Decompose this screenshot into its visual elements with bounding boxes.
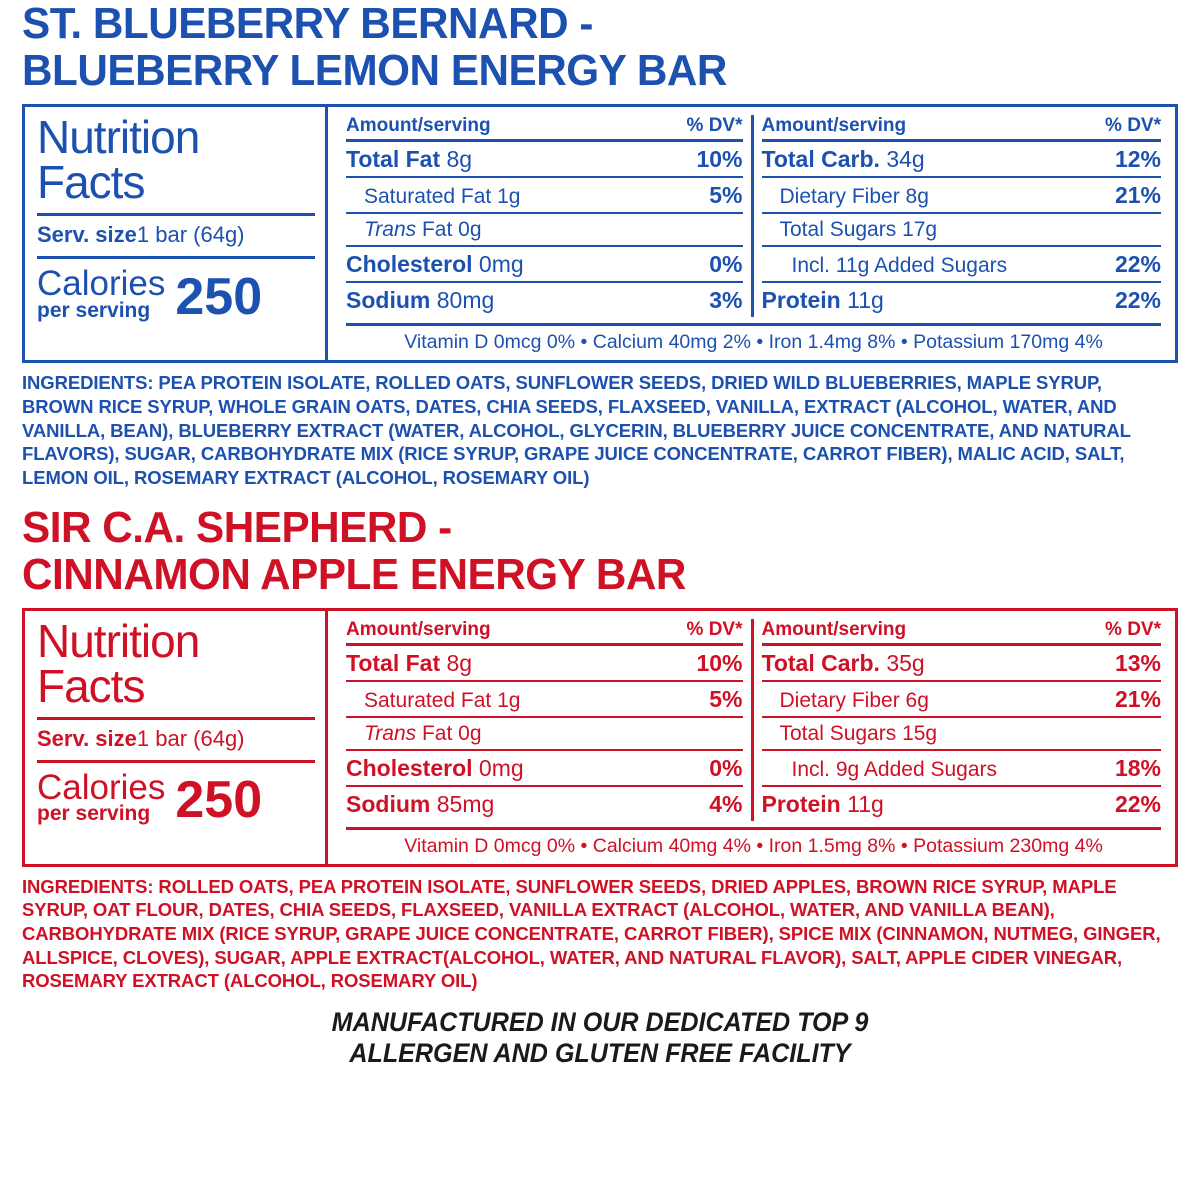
nf-heading-line2: Facts: [37, 156, 145, 209]
calories-label-main: Calories: [37, 264, 166, 304]
nutrient-name: Saturated Fat: [364, 185, 492, 209]
nutrient-name: Total Sugars: [779, 218, 897, 242]
nutrient-name: Saturated Fat: [364, 688, 492, 712]
nutrient-row: [762, 751, 1162, 787]
manufacturing-statement-line2: ALLERGEN AND GLUTEN FREE FACILITY: [349, 1038, 851, 1069]
product-block-cinnamon-apple: [22, 504, 1178, 994]
nutrition-facts-heading: [37, 614, 315, 712]
calories-value: 250: [175, 771, 263, 830]
amount-per-serving-label: Amount/serving: [761, 618, 907, 640]
product-title: [22, 0, 1132, 94]
nutrient-amount: 8g: [905, 185, 929, 209]
nutrient-row: [762, 142, 1162, 178]
nutrient-name: Protein: [761, 287, 841, 314]
serving-size-label: Serv. size: [37, 725, 137, 751]
product-title-line2: BLUEBERRY LEMON ENERGY BAR: [22, 46, 727, 96]
nutrient-amount: 85mg: [436, 790, 495, 817]
calories-row: [37, 264, 315, 326]
calories-value: 250: [175, 267, 263, 326]
nutrient-row: [762, 646, 1162, 682]
nutrient-row: [762, 718, 1162, 751]
nutrient-dv: 4%: [709, 790, 743, 817]
calories-label: [37, 767, 166, 826]
nutrient-dv: 21%: [1114, 182, 1161, 209]
micronutrients-line: Vitamin D 0mcg 0% • Calcium 40mg 4% • Iron 1.5mg 8% • Potassium 230mg 4%: [404, 834, 1103, 857]
nutrient-name: Dietary Fiber: [779, 688, 900, 712]
nutrient-dv: 3%: [709, 287, 743, 314]
nutrient-dv: 0%: [709, 754, 743, 781]
nutrient-name: Trans: [364, 721, 417, 745]
nutrient-name: Total Carb.: [761, 649, 880, 676]
nutrient-column-header: [346, 115, 743, 142]
calories-row: [37, 767, 315, 830]
serving-size-row: [37, 726, 315, 752]
nf-heading-line2: Facts: [37, 659, 145, 712]
nutrient-columns: [338, 115, 1169, 317]
nutrient-dv: 10%: [696, 146, 743, 173]
micronutrients-line: Vitamin D 0mcg 0% • Calcium 40mg 2% • Iron 1.4mg 8% • Potassium 170mg 4%: [404, 331, 1103, 354]
panel-nutrients-column: [328, 107, 1175, 360]
amount-per-serving-label: Amount/serving: [346, 618, 491, 640]
nutrient-column-header: [346, 619, 743, 646]
nutrient-row: [346, 751, 743, 787]
nutrient-dv: 5%: [709, 182, 743, 209]
nutrient-name: Trans: [364, 218, 417, 242]
nutrient-row: [762, 283, 1162, 317]
nutrient-row: [762, 214, 1162, 247]
nf-heading-line1: Nutrition: [37, 614, 200, 667]
nutrient-name: Total Fat: [346, 146, 441, 173]
divider: [37, 760, 315, 763]
nutrient-name: Dietary Fiber: [779, 185, 900, 209]
nutrient-amount: 15g: [902, 721, 938, 745]
nutrient-dv: 22%: [1114, 251, 1161, 278]
nutrient-dv: 22%: [1114, 790, 1161, 817]
daily-value-label: % DV*: [686, 618, 743, 640]
product-title-line1: ST. BLUEBERRY BERNARD -: [22, 0, 593, 48]
nutrition-facts-panel: [22, 608, 1178, 867]
daily-value-label: % DV*: [1105, 618, 1161, 640]
nutrient-column-right: [754, 619, 1170, 821]
nutrient-amount: 8g: [446, 649, 473, 676]
nutrient-amount: 6g: [905, 688, 929, 712]
nutrient-amount: 0mg: [478, 754, 524, 781]
nutrient-name: Incl.: [791, 757, 831, 781]
nutrient-dv: 22%: [1114, 287, 1161, 314]
nutrient-amount: 0mg: [478, 251, 524, 278]
nutrition-facts-panel: [22, 104, 1178, 363]
nutrient-row: [762, 682, 1162, 718]
nutrient-name: Total Fat: [346, 649, 441, 676]
nutrient-row: [346, 283, 743, 317]
nutrient-row: [346, 178, 743, 214]
product-title: [22, 504, 1132, 598]
amount-per-serving-label: Amount/serving: [346, 115, 491, 137]
nutrient-amount: 35g: [886, 649, 925, 676]
nutrient-columns: [338, 619, 1169, 821]
nutrient-row: [346, 718, 743, 751]
divider: [37, 256, 315, 259]
nutrient-row: [762, 787, 1162, 821]
nutrient-row: [346, 214, 743, 247]
nutrient-name: Sodium: [346, 287, 431, 314]
ingredients-text: INGREDIENTS: ROLLED OATS, PEA PROTEIN ISOLATE, SUNFLOWER SEEDS, DRIED APPLES, BROWN RICE SYRUP, MAPLE SYRUP, OAT FLOUR, DATES, CHIA SEEDS, FLAXSEED, VANILLA EXTRACT (ALCOHOL, WATER, AND VANILLA BEAN), CARBOHYDRATE MIX (RICE SYRUP, GRAPE JUICE CONCENTRATE, CARROT FIBER), SPICE MIX (CINNAMON, NUTMEG, GINGER, ALLSPICE, CLOVES), SUGAR, APPLE EXTRACT(ALCOHOL, WATER, AND NATURAL FLAVOR), SALT, APPLE CIDER VINEGAR, ROSEMARY EXTRACT (ALCOHOL, ROSEMARY OIL): [22, 875, 1161, 992]
nutrient-amount: 11g: [847, 790, 884, 817]
calories-label: [37, 264, 166, 322]
serving-size-value: 1 bar (64g): [136, 222, 245, 248]
nutrient-dv: 13%: [1114, 649, 1161, 676]
nutrient-column-left: [338, 619, 754, 821]
nutrient-name: Cholesterol: [346, 754, 473, 781]
divider: [37, 717, 315, 720]
panel-summary-column: [25, 107, 325, 360]
divider: [37, 213, 315, 216]
nutrient-dv: 5%: [709, 685, 743, 712]
ingredients-text: INGREDIENTS: PEA PROTEIN ISOLATE, ROLLED OATS, SUNFLOWER SEEDS, DRIED WILD BLUEBERRIES, MAPLE SYRUP, BROWN RICE SYRUP, WHOLE GRAIN OATS, DATES, CHIA SEEDS, FLAXSEED, VANILLA, EXTRACT (ALCOHOL, WATER, AND VANILLA, BEAN), BLUEBERRY EXTRACT (WATER, ALCOHOL, GLYCERIN, BLUEBERRY JUICE CONCENTRATE, AND NATURAL FLAVORS), SUGAR, CARBOHYDRATE MIX (RICE SYRUP, GRAPE JUICE CONCENTRATE, CARROT FIBER), MALIC ACID, SALT, LEMON OIL, ROSEMARY EXTRACT (ALCOHOL, ROSEMARY OIL): [22, 372, 1131, 488]
daily-value-label: % DV*: [686, 115, 743, 137]
nutrient-dv: 21%: [1114, 685, 1161, 712]
nutrient-amount: 34g: [886, 146, 925, 173]
nf-heading-line1: Nutrition: [37, 111, 200, 164]
nutrition-facts-heading: [37, 111, 315, 209]
serving-size-label: Serv. size: [37, 222, 137, 248]
nutrient-amount: 1g: [497, 688, 521, 712]
nutrient-dv: 0%: [709, 251, 743, 278]
nutrient-amount: 8g: [446, 146, 473, 173]
manufacturing-statement-line1: MANUFACTURED IN OUR DEDICATED TOP 9: [331, 1007, 869, 1038]
nutrient-column-left: [338, 115, 754, 317]
calories-label-sub: per serving: [37, 298, 151, 322]
amount-per-serving-label: Amount/serving: [761, 115, 907, 137]
calories-label-sub: per serving: [37, 802, 151, 826]
nutrient-row: [346, 247, 743, 283]
serving-size-value: 1 bar (64g): [136, 725, 245, 751]
product-title-line2: CINNAMON APPLE ENERGY BAR: [22, 549, 686, 599]
nutrient-name: Incl.: [791, 254, 831, 278]
panel-nutrients-column: [328, 611, 1175, 864]
daily-value-label: % DV*: [1105, 115, 1161, 137]
nutrient-amount: 80mg: [436, 287, 495, 314]
nutrient-dv: 12%: [1114, 146, 1161, 173]
nutrient-row: [346, 142, 743, 178]
serving-size-row: [37, 222, 315, 248]
product-block-blueberry: [22, 0, 1178, 490]
nutrient-column-right: [754, 115, 1170, 317]
manufacturing-statement: [62, 1007, 1137, 1069]
nutrient-amount: 11g: [847, 287, 884, 314]
nutrient-amount: 9g Added Sugars: [835, 757, 997, 781]
nutrient-name: Total Carb.: [761, 146, 880, 173]
calories-label-main: Calories: [37, 767, 166, 807]
nutrient-name: Sodium: [346, 790, 431, 817]
nutrient-amount: 1g: [497, 185, 521, 209]
panel-summary-column: [25, 611, 325, 864]
nutrient-row: [346, 787, 743, 821]
nutrient-dv: 10%: [696, 649, 743, 676]
nutrient-dv: 18%: [1114, 754, 1161, 781]
nutrient-column-header: [762, 619, 1162, 646]
nutrient-row: [346, 646, 743, 682]
nutrient-amount: 11g Added Sugars: [835, 254, 1008, 278]
nutrient-name: Total Sugars: [779, 721, 897, 745]
nutrient-name: Protein: [761, 790, 841, 817]
nutrient-amount: 17g: [902, 218, 938, 242]
nutrient-column-header: [762, 115, 1162, 142]
nutrient-amount: Fat 0g: [421, 721, 482, 745]
nutrient-row: [346, 682, 743, 718]
nutrient-amount: Fat 0g: [421, 218, 482, 242]
nutrient-name: Cholesterol: [346, 251, 473, 278]
nutrient-row: [762, 178, 1162, 214]
nutrient-row: [762, 247, 1162, 283]
product-title-line1: SIR C.A. SHEPHERD -: [22, 502, 452, 552]
